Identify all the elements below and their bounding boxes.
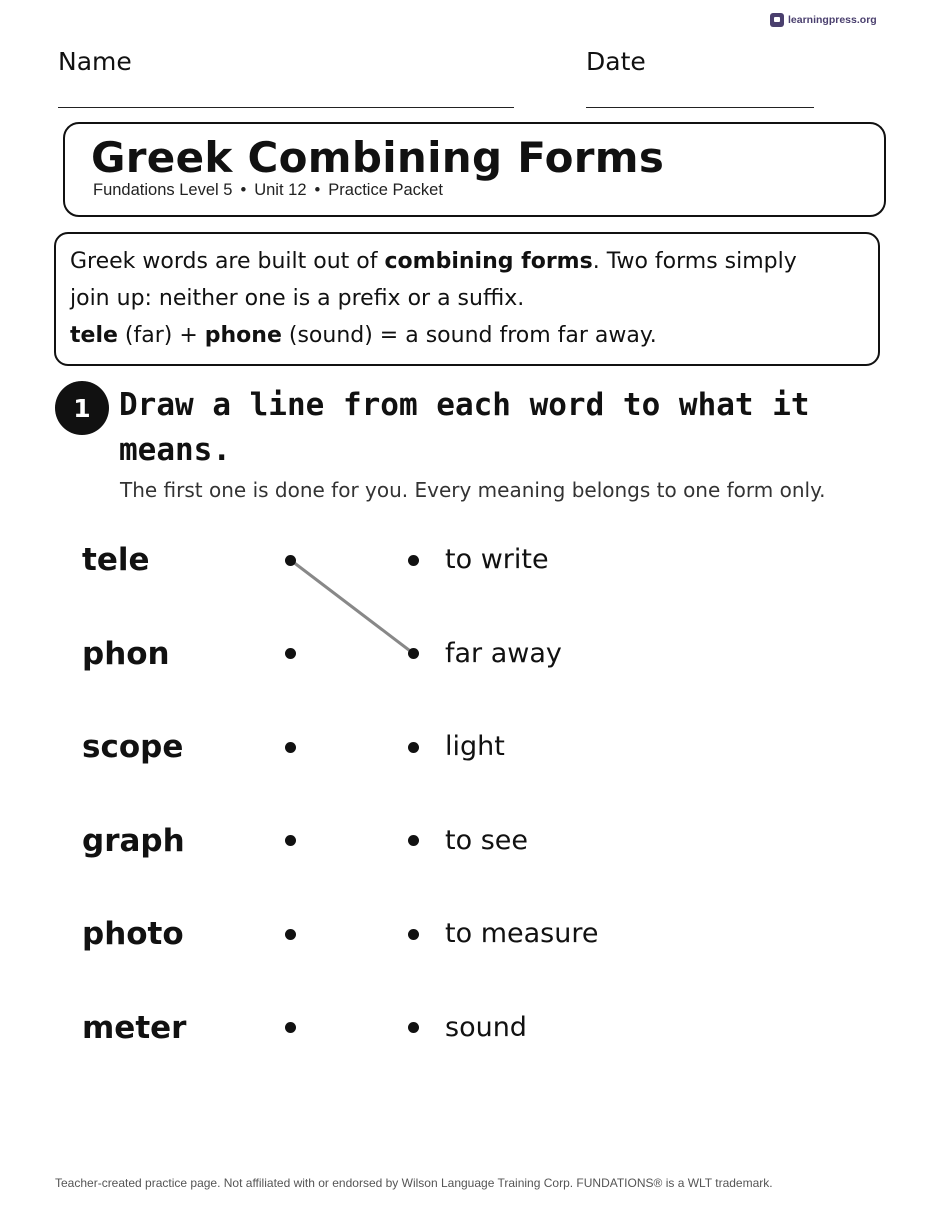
- match-word: phon: [82, 635, 170, 672]
- meaning-dot[interactable]: [408, 835, 419, 846]
- match-meaning: sound: [445, 1011, 527, 1043]
- intro-example-form-1: tele: [70, 323, 118, 348]
- word-dot[interactable]: [285, 835, 296, 846]
- match-row: [0, 540, 935, 580]
- name-label: Name: [58, 47, 132, 76]
- match-meaning: to write: [445, 544, 549, 575]
- match-row: [0, 914, 935, 954]
- title-box: [63, 122, 886, 217]
- brand-text: learningpress.org: [788, 14, 877, 26]
- separator: •: [314, 181, 321, 199]
- match-row: [0, 1008, 935, 1048]
- match-word: meter: [82, 1009, 187, 1046]
- intro-text: (far) +: [117, 323, 205, 348]
- intro-text: Greek words are built out of: [70, 249, 385, 274]
- separator: •: [240, 181, 247, 199]
- name-write-line[interactable]: [58, 107, 514, 108]
- word-dot[interactable]: [285, 648, 296, 659]
- unit-text: Unit 12: [254, 181, 307, 199]
- meaning-dot[interactable]: [408, 555, 419, 566]
- brand-logo[interactable]: [770, 13, 877, 27]
- intro-line-1: [70, 243, 864, 280]
- intro-line-3: [70, 317, 864, 354]
- meaning-dot[interactable]: [408, 648, 419, 659]
- date-write-line[interactable]: [586, 107, 814, 108]
- match-row: [0, 821, 935, 861]
- intro-example-form-2: phone: [204, 323, 282, 348]
- match-meaning: light: [445, 731, 505, 762]
- intro-text: . Two forms simply: [592, 249, 797, 274]
- match-meaning: far away: [445, 637, 562, 669]
- match-meaning: to measure: [445, 918, 599, 949]
- question-instruction: The first one is done for you. Every meaning belongs to one form only.: [120, 478, 826, 502]
- footer-disclaimer: Teacher-created practice page. Not affiliated with or endorsed by Wilson Language Training Corp. FUNDATIONS® is a WLT trademark.: [55, 1176, 773, 1190]
- meaning-dot[interactable]: [408, 929, 419, 940]
- word-dot[interactable]: [285, 1022, 296, 1033]
- match-word: graph: [82, 822, 185, 859]
- intro-text: (sound) = a sound from far away.: [281, 323, 657, 348]
- book-icon: [770, 13, 784, 27]
- intro-line-2: join up: neither one is a prefix or a suffix.: [70, 286, 525, 311]
- match-row: [0, 634, 935, 674]
- intro-bold-term: combining forms: [384, 249, 593, 274]
- page-title: Greek Combining Forms: [91, 133, 665, 182]
- question-title: Draw a line from each word to what it means.: [119, 387, 810, 468]
- word-dot[interactable]: [285, 929, 296, 940]
- match-word: scope: [82, 729, 184, 765]
- date-label: Date: [586, 47, 646, 76]
- name-field[interactable]: [58, 46, 132, 78]
- match-word: tele: [82, 542, 150, 578]
- match-row: [0, 727, 935, 767]
- page-subtitle: [93, 181, 443, 200]
- word-dot[interactable]: [285, 555, 296, 566]
- match-meaning: to see: [445, 824, 528, 856]
- example-connection-line: [291, 560, 414, 654]
- question-number-badge: 1: [55, 381, 109, 435]
- match-word: photo: [82, 916, 184, 952]
- packet-text: Practice Packet: [328, 181, 443, 199]
- word-dot[interactable]: [285, 742, 296, 753]
- intro-box: [54, 232, 880, 366]
- meaning-dot[interactable]: [408, 1022, 419, 1033]
- meaning-dot[interactable]: [408, 742, 419, 753]
- level-text: Fundations Level 5: [93, 181, 233, 199]
- date-field[interactable]: [586, 46, 646, 78]
